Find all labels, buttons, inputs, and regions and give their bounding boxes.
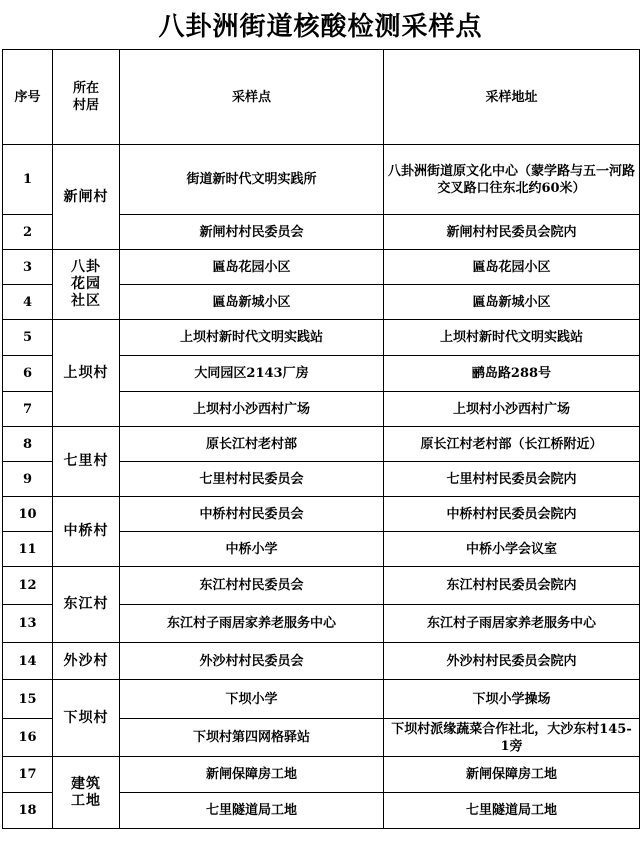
cell-no: 13 xyxy=(3,605,53,643)
cell-address: 下坝村派缘蔬菜合作社北，大沙东村145-1旁 xyxy=(384,719,640,757)
header-row xyxy=(3,50,640,145)
cell-address: 新闸村村民委员会院内 xyxy=(384,215,640,250)
table-row xyxy=(3,567,640,605)
header-village: 所在村居 xyxy=(53,50,120,145)
cell-no: 17 xyxy=(3,757,53,793)
cell-site: 下坝村第四网格驿站 xyxy=(120,719,384,757)
cell-village: 新闸村 xyxy=(53,145,120,250)
cell-site: 东江村子雨居家养老服务中心 xyxy=(120,605,384,643)
cell-site: 原长江村老村部 xyxy=(120,427,384,462)
cell-no: 15 xyxy=(3,680,53,719)
cell-village: 建筑工地 xyxy=(53,757,120,829)
cell-address: 八卦洲街道原文化中心（蒙学路与五一河路交叉路口往东北约60米） xyxy=(384,145,640,215)
cell-site: 上坝村小沙西村广场 xyxy=(120,392,384,427)
cell-address: 下坝小学操场 xyxy=(384,680,640,719)
cell-village: 中桥村 xyxy=(53,497,120,567)
cell-village: 外沙村 xyxy=(53,643,120,680)
page-title: 八卦洲街道核酸检测采样点 xyxy=(158,11,483,42)
cell-no: 4 xyxy=(3,285,53,320)
cell-address: 上坝村小沙西村广场 xyxy=(384,392,640,427)
cell-address: 七里村村民委员会院内 xyxy=(384,462,640,497)
cell-address: 上坝村新时代文明实践站 xyxy=(384,320,640,356)
cell-site: 中桥村村民委员会 xyxy=(120,497,384,532)
cell-village: 东江村 xyxy=(53,567,120,643)
cell-no: 8 xyxy=(3,427,53,462)
table-row xyxy=(3,757,640,793)
cell-no: 11 xyxy=(3,532,53,567)
cell-address: 匾岛新城小区 xyxy=(384,285,640,320)
cell-site: 街道新时代文明实践所 xyxy=(120,145,384,215)
cell-village: 下坝村 xyxy=(53,680,120,757)
cell-no: 1 xyxy=(3,145,53,215)
cell-no: 9 xyxy=(3,462,53,497)
cell-address: 匾岛花园小区 xyxy=(384,250,640,285)
cell-village: 八卦花园社区 xyxy=(53,250,120,320)
cell-no: 3 xyxy=(3,250,53,285)
table-row xyxy=(3,680,640,719)
cell-no: 14 xyxy=(3,643,53,680)
cell-site: 大同园区2143厂房 xyxy=(120,356,384,392)
cell-no: 6 xyxy=(3,356,53,392)
cell-address: 鹂岛路288号 xyxy=(384,356,640,392)
table-row xyxy=(3,427,640,462)
header-no: 序号 xyxy=(3,50,53,145)
sampling-sites-table xyxy=(2,49,640,829)
cell-site: 新闸保障房工地 xyxy=(120,757,384,793)
cell-village: 上坝村 xyxy=(53,320,120,427)
cell-site: 东江村村民委员会 xyxy=(120,567,384,605)
table-row xyxy=(3,497,640,532)
table-row xyxy=(3,320,640,356)
cell-site: 七里村村民委员会 xyxy=(120,462,384,497)
cell-village: 七里村 xyxy=(53,427,120,497)
cell-site: 上坝村新时代文明实践站 xyxy=(120,320,384,356)
table-row xyxy=(3,250,640,285)
cell-site: 下坝小学 xyxy=(120,680,384,719)
table-body xyxy=(3,145,640,829)
cell-address: 外沙村村民委员会院内 xyxy=(384,643,640,680)
cell-site: 外沙村村民委员会 xyxy=(120,643,384,680)
cell-no: 16 xyxy=(3,719,53,757)
cell-no: 18 xyxy=(3,793,53,829)
cell-address: 中桥村村民委员会院内 xyxy=(384,497,640,532)
header-address: 采样地址 xyxy=(384,50,640,145)
cell-address: 原长江村老村部（长江桥附近） xyxy=(384,427,640,462)
cell-address: 东江村子雨居家养老服务中心 xyxy=(384,605,640,643)
cell-site: 匾岛新城小区 xyxy=(120,285,384,320)
cell-no: 7 xyxy=(3,392,53,427)
cell-site: 匾岛花园小区 xyxy=(120,250,384,285)
cell-no: 12 xyxy=(3,567,53,605)
cell-site: 新闸村村民委员会 xyxy=(120,215,384,250)
table-row xyxy=(3,145,640,215)
cell-site: 中桥小学 xyxy=(120,532,384,567)
cell-site: 七里隧道局工地 xyxy=(120,793,384,829)
cell-no: 2 xyxy=(3,215,53,250)
header-site: 采样点 xyxy=(120,50,384,145)
cell-no: 10 xyxy=(3,497,53,532)
cell-address: 中桥小学会议室 xyxy=(384,532,640,567)
cell-address: 七里隧道局工地 xyxy=(384,793,640,829)
cell-address: 新闸保障房工地 xyxy=(384,757,640,793)
table-row xyxy=(3,643,640,680)
cell-address: 东江村村民委员会院内 xyxy=(384,567,640,605)
cell-no: 5 xyxy=(3,320,53,356)
